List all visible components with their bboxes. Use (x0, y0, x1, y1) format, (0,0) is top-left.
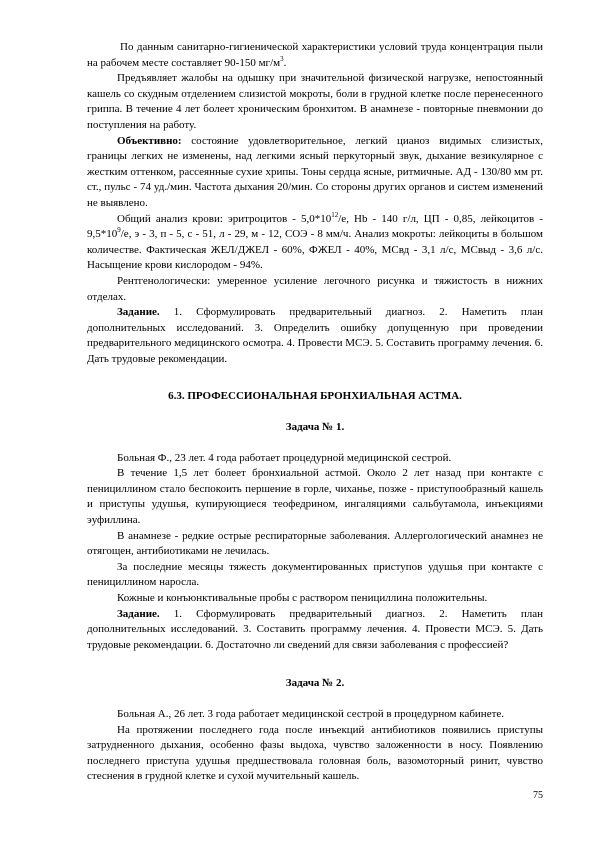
page-number: 75 (533, 790, 543, 801)
paragraph-blood-analysis (87, 212, 543, 274)
text-span: По данным санитарно-гигиенической характеристики условий труда концентрация пыли на рабочем месте составляет 90-150 мг/м (87, 41, 543, 69)
bold-label: Объективно: (117, 134, 182, 147)
task-1-title: Задача № 1. (285, 421, 345, 434)
text-span: 1. Сформулировать предварительный диагноз. 2. Наметить план дополнительных исследований. 3. Определить ошибку допущенную при проведении предварительного медицинского осмотра. 4. Провести МСЭ. 5. Составить программу лечения. 6. Дать трудовые рекомендации. (87, 306, 543, 365)
task-1-paragraph: За последние месяцы тяжесть документированных приступов удушья при контакте с пенициллином наросла. (87, 560, 543, 589)
task-2-paragraph: Больная А., 26 лет. 3 года работает медицинской сестрой в процедурном кабинете. (117, 707, 505, 720)
paragraph-objective (87, 134, 543, 212)
bold-label: Задание. (117, 306, 160, 319)
paragraph-dust-concentration (87, 40, 543, 71)
task-1-assignment (87, 607, 543, 654)
paragraph-xray: Рентгенологически: умеренное усиление легочного рисунка и тяжистость в нижних отделах. (87, 274, 543, 303)
task-1-paragraph: В анамнезе - редкие острые респираторные заболевания. Аллергологический анамнез не отягощен, антибиотиками не лечилась. (87, 529, 543, 558)
section-title: 6.3. ПРОФЕССИОНАЛЬНАЯ БРОНХИАЛЬНАЯ АСТМА. (168, 390, 462, 403)
text-span: /е, э - 3, п - 5, с - 51, л - 29, м - 12, СОЭ - 8 мм/ч. Анализ мокроты: лейкоциты в большом количестве. Фактическая ЖЕЛ/ДЖЕЛ - 60%, ФЖЕЛ - 40%, МСвд - 3,1 л/с, МСвыд - 3,6 л/с. Насыщение крови кислородом - 94%. (87, 228, 543, 272)
text-span: . (283, 56, 287, 69)
task-1-paragraph: Кожные и конъюнктивальные пробы с раствором пенициллина положительны. (117, 592, 488, 604)
superscript: 9 (117, 226, 121, 235)
text-span: Общий анализ крови: эритроцитов - 5,0*10 (117, 212, 332, 225)
task-2-title: Задача № 2. (285, 677, 345, 690)
paragraph-assignment (87, 305, 543, 367)
task-2-paragraph: На протяжении последнего года после инъекций антибиотиков появились приступы затрудненного дыхания, особенно фазы выдоха, чувство заложенности в носу. Появлению последнего приступа удушья предшествовала головная боль, вазомоторный ринит, чувство стеснения в грудной клетке и сухой мучительный кашель. (87, 723, 543, 783)
superscript: 12 (331, 210, 339, 219)
text-span: 1. Сформулировать предварительный диагноз. 2. Наметить план дополнительных исследований. 3. Составить программу лечения. 4. Провести МСЭ. 5. Дать трудовые рекомендации. 6. Достаточно ли сведений для связи заболевания с профессией? (87, 607, 543, 651)
paragraph-complaints: Предъявляет жалобы на одышку при значительной физической нагрузке, непостоянный кашель со скудным отделением слизистой мокроты, боли в грудной клетке после перенесенного гриппа. В течение 4 лет болеет хроническим бронхитом. В анамнезе - повторные пневмонии до поступления на работу. (87, 72, 543, 131)
task-1-paragraph: В течение 1,5 лет болеет бронхиальной астмой. Около 2 лет назад при контакте с пенициллином стало беспокоить першение в горле, чиханье, позже - приступообразный кашель и приступы удушья, купирующиеся теофедрином, ингаляциями сальбутамола, инъекциями эуфиллина. (87, 467, 543, 527)
superscript: 3 (280, 54, 284, 63)
text-span: состояние удовлетворительное, легкий цианоз видимых слизистых, границы легких не изменены, над легкими ясный перкуторный звук, дыхание везикулярное с жестким оттенком, рассеянные сухие хрипы. Тоны сердца ясные, ритмичные. АД - 130/80 мм рт. ст., пульс - 74 уд./мин. Частота дыхания 20/мин. Со стороны других органов и систем изменений не выявлено. (87, 134, 543, 209)
task-1-paragraph: Больная Ф., 23 лет. 4 года работает процедурной медицинской сестрой. (117, 451, 452, 464)
page-body (87, 40, 543, 785)
bold-label: Задание. (117, 607, 160, 620)
text-span: /е, Hb - 140 г/л, ЦП - 0,85, лейкоцитов - 9,5*10 (87, 212, 543, 241)
